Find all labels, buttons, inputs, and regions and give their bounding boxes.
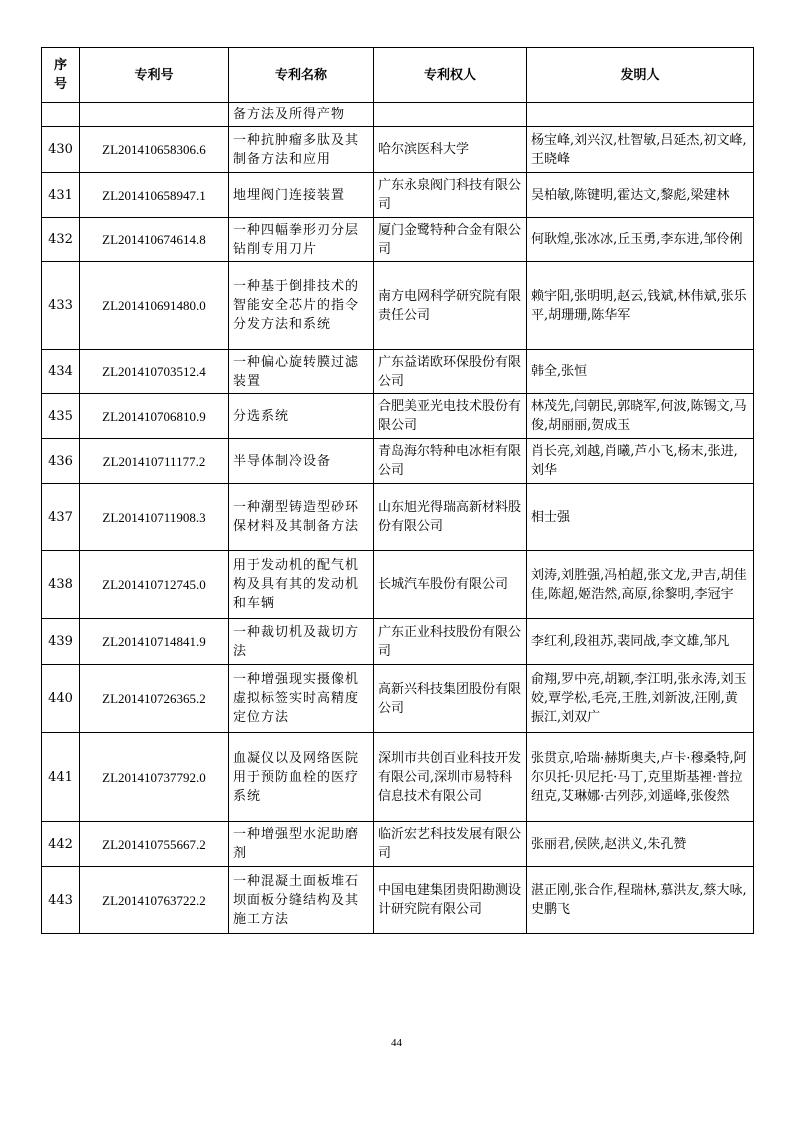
cell-patent-holder: 中国电建集团贵阳勘测设计研究院有限公司 xyxy=(374,867,527,934)
cell-inventor: 吴柏敏,陈键明,霍达文,黎彪,梁建林 xyxy=(527,173,754,218)
cell-inventor: 何耿煌,张冰冰,丘玉勇,李东进,邹伶俐 xyxy=(527,218,754,262)
header-patent-holder: 专利权人 xyxy=(374,48,527,103)
cell-patent-name: 半导体制冷设备 xyxy=(229,439,374,484)
table-row xyxy=(42,822,754,867)
cell-inventor: 俞翔,罗中亮,胡颖,李江明,张永涛,刘玉姣,覃学松,毛亮,王胜,刘新波,汪刚,黄振江,刘双广 xyxy=(527,665,754,733)
table-row xyxy=(42,103,754,127)
cell-serial-number: 435 xyxy=(42,394,80,439)
cell-patent-number: ZL201410711908.3 xyxy=(80,484,229,551)
cell-patent-number: ZL201410726365.2 xyxy=(80,665,229,733)
header-patent-name: 专利名称 xyxy=(229,48,374,103)
cell-serial-number: 443 xyxy=(42,867,80,934)
cell-patent-holder: 山东旭光得瑞高新材料股份有限公司 xyxy=(374,484,527,551)
cell-patent-number xyxy=(80,103,229,127)
cell-inventor: 张丽君,侯陕,赵洪义,朱孔赞 xyxy=(527,822,754,867)
table-row xyxy=(42,439,754,484)
cell-patent-name: 一种混凝土面板堆石坝面板分缝结构及其施工方法 xyxy=(229,867,374,934)
table-row xyxy=(42,350,754,394)
cell-patent-holder: 南方电网科学研究院有限责任公司 xyxy=(374,262,527,350)
page-number: 44 xyxy=(391,1037,402,1049)
cell-patent-number: ZL201410763722.2 xyxy=(80,867,229,934)
table-row xyxy=(42,173,754,218)
cell-serial-number: 440 xyxy=(42,665,80,733)
cell-inventor: 刘涛,刘胜强,冯柏超,张文龙,尹吉,胡佳佳,陈超,姬浩然,高原,徐黎明,李冠宇 xyxy=(527,551,754,619)
table-row xyxy=(42,218,754,262)
table-row xyxy=(42,394,754,439)
cell-patent-number: ZL201410674614.8 xyxy=(80,218,229,262)
cell-serial-number: 442 xyxy=(42,822,80,867)
table-row xyxy=(42,127,754,173)
header-serial-number: 序 号 xyxy=(42,48,80,103)
cell-serial-number: 439 xyxy=(42,619,80,665)
cell-serial-number: 431 xyxy=(42,173,80,218)
cell-patent-number: ZL201410712745.0 xyxy=(80,551,229,619)
cell-patent-name: 一种四幅拳形刃分层钻削专用刀片 xyxy=(229,218,374,262)
cell-patent-holder: 广东益诺欧环保股份有限公司 xyxy=(374,350,527,394)
cell-inventor: 李红利,段祖苏,裴同战,李文雄,邹凡 xyxy=(527,619,754,665)
cell-patent-name: 一种裁切机及裁切方法 xyxy=(229,619,374,665)
cell-inventor: 杨宝峰,刘兴汉,杜智敏,吕延杰,初文峰,王晓峰 xyxy=(527,127,754,173)
cell-patent-holder: 临沂宏艺科技发展有限公司 xyxy=(374,822,527,867)
cell-patent-number: ZL201410703512.4 xyxy=(80,350,229,394)
cell-serial-number: 438 xyxy=(42,551,80,619)
cell-patent-name: 备方法及所得产物 xyxy=(229,103,374,127)
table-row xyxy=(42,484,754,551)
cell-patent-number: ZL201410711177.2 xyxy=(80,439,229,484)
cell-inventor: 湛正刚,张合作,程瑞林,慕洪友,蔡大咏,史鹏飞 xyxy=(527,867,754,934)
cell-patent-name: 一种增强现实摄像机虚拟标签实时高精度定位方法 xyxy=(229,665,374,733)
cell-patent-name: 分选系统 xyxy=(229,394,374,439)
table-row xyxy=(42,619,754,665)
cell-patent-number: ZL201410658306.6 xyxy=(80,127,229,173)
cell-serial-number: 430 xyxy=(42,127,80,173)
table-row xyxy=(42,551,754,619)
cell-patent-holder: 广东正业科技股份有限公司 xyxy=(374,619,527,665)
cell-serial-number: 441 xyxy=(42,733,80,822)
cell-serial-number: 437 xyxy=(42,484,80,551)
header-patent-number: 专利号 xyxy=(80,48,229,103)
cell-inventor: 张贯京,哈瑞·赫斯奥夫,卢卡·穆桑特,阿尔贝托·贝尼托·马丁,克里斯基裡·普拉纽克,艾琳娜·古列莎,刘遥峰,张俊然 xyxy=(527,733,754,822)
cell-patent-holder xyxy=(374,103,527,127)
cell-patent-name: 血凝仪以及网络医院用于预防血栓的医疗系统 xyxy=(229,733,374,822)
cell-serial-number: 433 xyxy=(42,262,80,350)
cell-patent-number: ZL201410737792.0 xyxy=(80,733,229,822)
cell-inventor: 赖宇阳,张明明,赵云,钱斌,林伟斌,张乐平,胡珊珊,陈华军 xyxy=(527,262,754,350)
cell-serial-number: 432 xyxy=(42,218,80,262)
table-header-row xyxy=(42,48,754,103)
cell-inventor xyxy=(527,103,754,127)
cell-patent-holder: 合肥美亚光电技术股份有限公司 xyxy=(374,394,527,439)
cell-patent-holder: 高新兴科技集团股份有限公司 xyxy=(374,665,527,733)
cell-patent-number: ZL201410714841.9 xyxy=(80,619,229,665)
cell-patent-holder: 哈尔滨医科大学 xyxy=(374,127,527,173)
cell-patent-name: 一种抗肿瘤多肽及其制备方法和应用 xyxy=(229,127,374,173)
cell-patent-holder: 广东永泉阀门科技有限公司 xyxy=(374,173,527,218)
cell-patent-number: ZL201410658947.1 xyxy=(80,173,229,218)
cell-patent-name: 一种偏心旋转膜过滤装置 xyxy=(229,350,374,394)
table-row xyxy=(42,733,754,822)
patent-table xyxy=(41,47,754,934)
header-inventor: 发明人 xyxy=(527,48,754,103)
cell-patent-name: 一种增强型水泥助磨剂 xyxy=(229,822,374,867)
cell-patent-holder: 深圳市共创百业科技开发有限公司,深圳市易特科信息技术有限公司 xyxy=(374,733,527,822)
cell-patent-name: 用于发动机的配气机构及具有其的发动机和车辆 xyxy=(229,551,374,619)
cell-patent-name: 地埋阀门连接装置 xyxy=(229,173,374,218)
cell-inventor: 韩全,张恒 xyxy=(527,350,754,394)
cell-inventor: 相士强 xyxy=(527,484,754,551)
cell-inventor: 肖长亮,刘越,肖曦,芦小飞,杨末,张进,刘华 xyxy=(527,439,754,484)
table-row xyxy=(42,262,754,350)
cell-inventor: 林茂先,闫朝民,郭晓军,何波,陈锡文,马俊,胡丽丽,贺成玉 xyxy=(527,394,754,439)
cell-patent-name: 一种基于倒排技术的智能安全芯片的指令分发方法和系统 xyxy=(229,262,374,350)
cell-patent-name: 一种潮型铸造型砂环保材料及其制备方法 xyxy=(229,484,374,551)
cell-patent-number: ZL201410706810.9 xyxy=(80,394,229,439)
cell-serial-number xyxy=(42,103,80,127)
cell-patent-holder: 厦门金鹭特种合金有限公司 xyxy=(374,218,527,262)
table-row xyxy=(42,867,754,934)
cell-serial-number: 434 xyxy=(42,350,80,394)
cell-patent-number: ZL201410755667.2 xyxy=(80,822,229,867)
cell-patent-holder: 长城汽车股份有限公司 xyxy=(374,551,527,619)
cell-serial-number: 436 xyxy=(42,439,80,484)
cell-patent-holder: 青岛海尔特种电冰柜有限公司 xyxy=(374,439,527,484)
table-body xyxy=(42,103,754,934)
table-row xyxy=(42,665,754,733)
cell-patent-number: ZL201410691480.0 xyxy=(80,262,229,350)
